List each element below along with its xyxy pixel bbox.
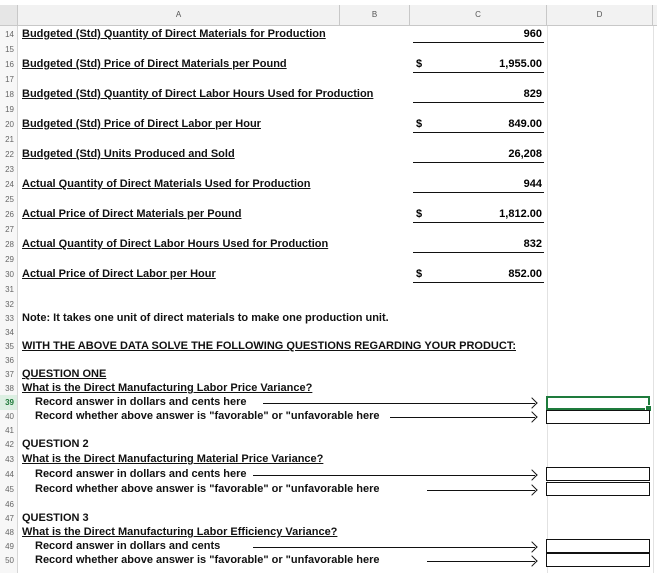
row-number[interactable]: 36 <box>5 356 14 365</box>
question-2-favorability-label[interactable]: Record whether above answer is "favorable" or "unfavorable here <box>35 483 380 495</box>
row-number[interactable]: 16 <box>5 60 14 69</box>
arrow-icon <box>427 490 535 491</box>
cell-underline <box>413 42 544 43</box>
question-1-answer-label[interactable]: Record answer in dollars and cents here <box>35 396 247 408</box>
actual-material-price-label[interactable]: Actual Price of Direct Materials per Pound <box>22 208 242 220</box>
actual-material-price-value[interactable]: 1,812.00 <box>499 208 542 220</box>
arrow-icon <box>253 475 535 476</box>
question-3-text[interactable]: What is the Direct Manufacturing Labor Efficiency Variance? <box>22 526 338 538</box>
question-2-title[interactable]: QUESTION 2 <box>22 438 89 450</box>
row-number[interactable]: 25 <box>5 195 14 204</box>
select-all-corner[interactable] <box>0 5 18 25</box>
row-number[interactable]: 21 <box>5 135 14 144</box>
row-number[interactable]: 18 <box>5 90 14 99</box>
question-1-favorability-label[interactable]: Record whether above answer is "favorable" or "unfavorable here <box>35 410 380 422</box>
question-3-favorability-label[interactable]: Record whether above answer is "favorable" or "unfavorable here <box>35 554 380 566</box>
question-2-answer-cell[interactable] <box>546 467 650 481</box>
question-1-answer-cell[interactable] <box>546 396 650 410</box>
question-2-favorability-cell[interactable] <box>546 482 650 496</box>
row-number[interactable]: 22 <box>5 150 14 159</box>
row-number[interactable]: 47 <box>5 514 14 523</box>
question-1-title[interactable]: QUESTION ONE <box>22 368 107 380</box>
row-number[interactable]: 49 <box>5 542 14 551</box>
column-header-d[interactable]: D <box>547 5 653 25</box>
actual-labor-hours-value[interactable]: 832 <box>523 238 542 250</box>
row-number[interactable]: 17 <box>5 75 14 84</box>
column-header-a[interactable]: A <box>18 5 340 25</box>
row-number[interactable]: 15 <box>5 45 14 54</box>
actual-material-qty-label[interactable]: Actual Quantity of Direct Materials Used for Production <box>22 178 311 190</box>
row-number[interactable]: 24 <box>5 180 14 189</box>
cell-underline <box>413 162 544 163</box>
row-number[interactable]: 35 <box>5 342 14 351</box>
dollar-sign: $ <box>416 268 423 280</box>
budgeted-material-qty-value[interactable]: 960 <box>523 28 542 40</box>
note-text[interactable]: Note: It takes one unit of direct materials to make one production unit. <box>22 312 389 324</box>
row-number-selected[interactable]: 39 <box>0 395 17 410</box>
cell-underline <box>413 252 544 253</box>
row-number[interactable]: 27 <box>5 225 14 234</box>
column-header-b[interactable]: B <box>340 5 410 25</box>
budgeted-labor-price-value[interactable]: 849.00 <box>508 118 542 130</box>
row-number[interactable]: 14 <box>5 30 14 39</box>
budgeted-material-price-label[interactable]: Budgeted (Std) Price of Direct Materials per Pound <box>22 58 287 70</box>
budgeted-labor-hours-label[interactable]: Budgeted (Std) Quantity of Direct Labor Hours Used for Production <box>22 88 374 100</box>
arrow-icon <box>263 403 535 404</box>
column-header-bar <box>0 5 657 26</box>
dollar-sign: $ <box>416 208 423 220</box>
gridline-col-e <box>653 26 654 573</box>
row-number[interactable]: 26 <box>5 210 14 219</box>
actual-labor-price-value[interactable]: 852.00 <box>508 268 542 280</box>
row-number[interactable]: 48 <box>5 528 14 537</box>
arrow-icon <box>427 561 535 562</box>
row-number[interactable]: 32 <box>5 300 14 309</box>
actual-labor-price-label[interactable]: Actual Price of Direct Labor per Hour <box>22 268 216 280</box>
row-number[interactable]: 33 <box>5 314 14 323</box>
cell-underline <box>413 282 544 283</box>
arrow-icon <box>390 417 535 418</box>
question-1-favorability-cell[interactable] <box>546 410 650 424</box>
row-number[interactable]: 37 <box>5 370 14 379</box>
row-number[interactable]: 20 <box>5 120 14 129</box>
question-2-text[interactable]: What is the Direct Manufacturing Material Price Variance? <box>22 453 324 465</box>
question-3-answer-label[interactable]: Record answer in dollars and cents <box>35 540 221 552</box>
row-number[interactable]: 34 <box>5 328 14 337</box>
row-number[interactable]: 23 <box>5 165 14 174</box>
question-3-answer-cell[interactable] <box>546 539 650 553</box>
row-number[interactable]: 29 <box>5 255 14 264</box>
cell-underline <box>413 102 544 103</box>
row-number[interactable]: 38 <box>5 384 14 393</box>
row-number[interactable]: 30 <box>5 270 14 279</box>
cell-underline <box>413 132 544 133</box>
budgeted-labor-price-label[interactable]: Budgeted (Std) Price of Direct Labor per Hour <box>22 118 261 130</box>
row-number[interactable]: 40 <box>5 412 14 421</box>
budgeted-labor-hours-value[interactable]: 829 <box>523 88 542 100</box>
dollar-sign: $ <box>416 58 423 70</box>
row-number[interactable]: 31 <box>5 285 14 294</box>
row-number[interactable]: 19 <box>5 105 14 114</box>
row-number[interactable]: 50 <box>5 556 14 565</box>
budgeted-units-label[interactable]: Budgeted (Std) Units Produced and Sold <box>22 148 235 160</box>
budgeted-material-qty-label[interactable]: Budgeted (Std) Quantity of Direct Materials for Production <box>22 28 326 40</box>
row-number[interactable]: 44 <box>5 470 14 479</box>
column-header-c[interactable]: C <box>410 5 547 25</box>
row-number[interactable]: 28 <box>5 240 14 249</box>
question-3-favorability-cell[interactable] <box>546 553 650 567</box>
row-number[interactable]: 46 <box>5 500 14 509</box>
row-number[interactable]: 41 <box>5 426 14 435</box>
row-number[interactable]: 42 <box>5 440 14 449</box>
budgeted-units-value[interactable]: 26,208 <box>508 148 542 160</box>
instruction-text[interactable]: WITH THE ABOVE DATA SOLVE THE FOLLOWING QUESTIONS REGARDING YOUR PRODUCT: <box>22 340 516 352</box>
cell-underline <box>413 192 544 193</box>
cell-underline <box>413 72 544 73</box>
actual-labor-hours-label[interactable]: Actual Quantity of Direct Labor Hours Used for Production <box>22 238 329 250</box>
row-number[interactable]: 45 <box>5 485 14 494</box>
question-1-text[interactable]: What is the Direct Manufacturing Labor Price Variance? <box>22 382 313 394</box>
row-number[interactable]: 43 <box>5 455 14 464</box>
question-2-answer-label[interactable]: Record answer in dollars and cents here <box>35 468 247 480</box>
arrow-icon <box>253 547 535 548</box>
actual-material-qty-value[interactable]: 944 <box>523 178 542 190</box>
dollar-sign: $ <box>416 118 423 130</box>
cell-underline <box>413 222 544 223</box>
question-3-title[interactable]: QUESTION 3 <box>22 512 89 524</box>
budgeted-material-price-value[interactable]: 1,955.00 <box>499 58 542 70</box>
